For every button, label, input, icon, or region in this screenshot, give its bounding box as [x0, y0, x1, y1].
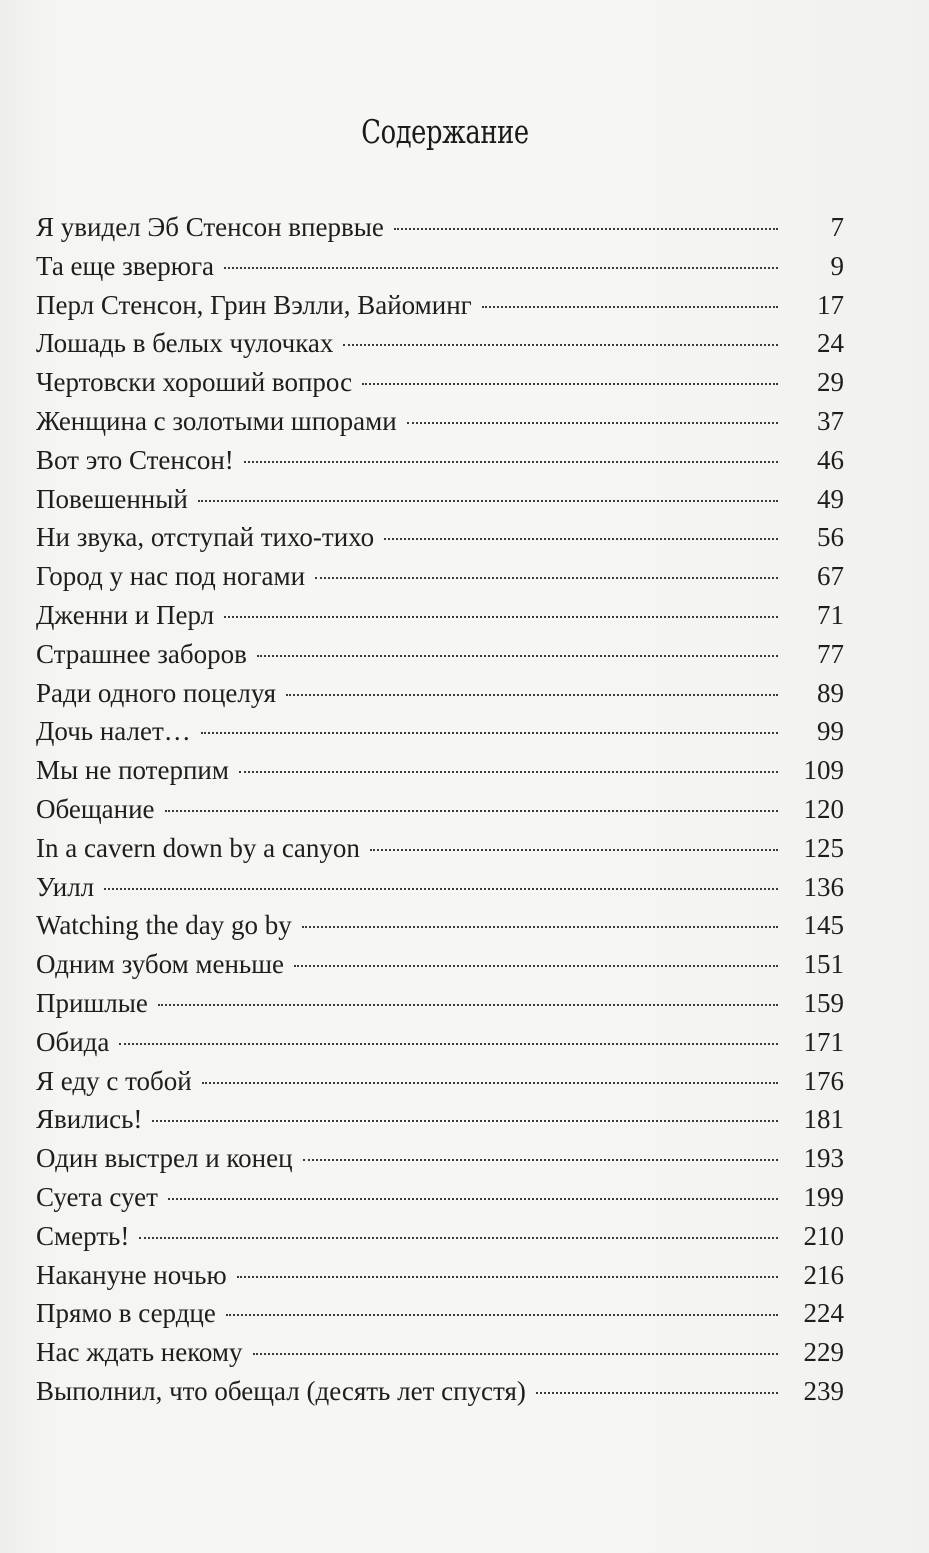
page-title: Содержание	[361, 112, 529, 151]
toc-entry	[36, 1217, 844, 1256]
dot-leader	[201, 732, 778, 734]
toc-entry	[36, 906, 844, 945]
dot-leader	[152, 1120, 778, 1122]
toc-entry-page-number: 159	[803, 987, 844, 1018]
dot-leader	[253, 1353, 778, 1355]
toc-entry-title: Один выстрел и конец	[36, 1143, 293, 1174]
toc-entry-page-number: 199	[803, 1181, 844, 1212]
toc-entry-page-number: 181	[803, 1104, 844, 1135]
toc-entry	[36, 1023, 844, 1062]
toc-entry-title: Я еду с тобой	[36, 1065, 192, 1096]
dot-leader	[343, 344, 778, 346]
dot-leader	[139, 1237, 778, 1239]
toc-entry-page-number: 29	[817, 367, 844, 398]
dot-leader	[104, 888, 778, 890]
dot-leader	[286, 694, 778, 696]
toc-entry-page-number: 239	[803, 1375, 844, 1406]
toc-entry-title: Дочь налет…	[36, 716, 191, 747]
toc-entry-title: Суета сует	[36, 1181, 158, 1212]
toc-entry-title: Вот это Стенсон!	[36, 444, 234, 475]
toc-entry	[36, 984, 844, 1023]
toc-entry-page-number: 46	[817, 444, 844, 475]
toc-entry-title: In a cavern down by a canyon	[36, 832, 360, 863]
toc-entry-page-number: 49	[817, 483, 844, 514]
toc-entry	[36, 518, 844, 557]
toc-entry-title: Страшнее заборов	[36, 638, 247, 669]
toc-entry-page-number: 7	[830, 212, 844, 242]
toc-entry	[36, 286, 844, 325]
toc-entry-page-number: 37	[817, 405, 844, 436]
dot-leader	[482, 306, 778, 308]
dot-leader	[257, 655, 778, 657]
toc-entry-page-number: 171	[803, 1026, 844, 1057]
toc-entry-page-number: 210	[803, 1220, 844, 1251]
toc-entry	[36, 596, 844, 635]
toc-entry-title: Выполнил, что обещал (десять лет спустя)	[36, 1375, 526, 1406]
toc-entry-page-number: 56	[817, 522, 844, 553]
toc-entry	[36, 712, 844, 751]
toc-entry-title: Чертовски хороший вопрос	[36, 367, 353, 398]
toc-entry	[36, 829, 844, 868]
dot-leader	[370, 849, 778, 851]
toc-entry-page-number: 229	[803, 1337, 844, 1368]
toc-entry-page-number: 120	[803, 793, 844, 824]
toc-entry	[36, 247, 844, 286]
toc-entry	[36, 1100, 844, 1139]
toc-entry	[36, 557, 844, 596]
toc-entry	[36, 324, 844, 363]
toc-entry-page-number: 67	[817, 561, 844, 592]
toc-entry-page-number: 193	[803, 1143, 844, 1174]
toc-entry	[36, 635, 844, 674]
dot-leader	[239, 771, 778, 773]
toc-entry-page-number: 151	[803, 949, 844, 980]
toc-entry-title: Лошадь в белых чулочках	[36, 328, 334, 359]
toc-entry-page-number: 89	[817, 677, 844, 708]
toc-entry-title: Мы не потерпим	[36, 755, 229, 786]
toc-entry	[36, 1139, 844, 1178]
dot-leader	[224, 267, 778, 269]
toc-entry-page-number: 77	[817, 638, 844, 669]
toc-entry-page-number: 71	[817, 599, 844, 630]
dot-leader	[536, 1392, 778, 1394]
toc-entry	[36, 1062, 844, 1101]
dot-leader	[407, 422, 778, 424]
toc-entry-title: Watching the day go by	[36, 910, 292, 941]
toc-entry	[36, 363, 844, 402]
dot-leader	[315, 577, 778, 579]
toc-entry	[36, 674, 844, 713]
toc-entry-title: Я увидел Эб Стенсон впервые	[36, 212, 384, 242]
toc-entry	[36, 751, 844, 790]
dot-leader	[119, 1043, 778, 1045]
toc-entry-title: Ни звука, отступай тихо-тихо	[36, 522, 375, 553]
toc-entry-title: Смерть!	[36, 1220, 130, 1251]
dot-leader	[384, 538, 778, 540]
dot-leader	[168, 1198, 778, 1200]
dot-leader	[226, 1314, 778, 1316]
toc-entry-title: Женщина с золотыми шпорами	[36, 405, 397, 436]
toc-entry	[36, 790, 844, 829]
dot-leader	[394, 228, 778, 230]
toc-entry	[36, 208, 844, 247]
toc-entry	[36, 945, 844, 984]
toc-entry-title: Нас ждать некому	[36, 1337, 243, 1368]
toc-entry-title: Город у нас под ногами	[36, 561, 306, 592]
toc-entry-page-number: 136	[803, 871, 844, 902]
toc-entry-title: Одним зубом меньше	[36, 949, 285, 980]
table-of-contents	[36, 208, 844, 1411]
toc-entry	[36, 1256, 844, 1295]
toc-entry-page-number: 9	[830, 250, 844, 281]
dot-leader	[303, 1159, 778, 1161]
dot-leader	[362, 383, 778, 385]
toc-entry-page-number: 216	[803, 1259, 844, 1290]
dot-leader	[202, 1082, 778, 1084]
toc-entry-title: Накануне ночью	[36, 1259, 227, 1290]
toc-entry	[36, 1372, 844, 1411]
toc-entry-page-number: 125	[803, 832, 844, 863]
toc-entry-page-number: 99	[817, 716, 844, 747]
toc-entry	[36, 402, 844, 441]
toc-entry-title: Ради одного поцелуя	[36, 677, 277, 708]
dot-leader	[237, 1276, 778, 1278]
toc-entry-page-number: 17	[817, 289, 844, 320]
dot-leader	[158, 1004, 778, 1006]
toc-entry	[36, 868, 844, 907]
toc-entry-page-number: 224	[803, 1298, 844, 1329]
toc-entry-page-number: 145	[803, 910, 844, 941]
toc-entry-title: Уилл	[36, 871, 95, 902]
dot-leader	[244, 461, 778, 463]
toc-entry	[36, 1333, 844, 1372]
toc-entry-title: Явились!	[36, 1104, 143, 1135]
toc-entry	[36, 1178, 844, 1217]
toc-entry-title: Пришлые	[36, 987, 148, 1018]
toc-entry-title: Обида	[36, 1026, 110, 1057]
toc-entry-title: Дженни и Перл	[36, 599, 215, 630]
dot-leader	[294, 965, 778, 967]
dot-leader	[302, 926, 778, 928]
toc-entry	[36, 1294, 844, 1333]
toc-entry-page-number: 109	[803, 755, 844, 786]
toc-entry-page-number: 176	[803, 1065, 844, 1096]
toc-entry-title: Повешенный	[36, 483, 188, 514]
toc-entry-title: Прямо в сердце	[36, 1298, 216, 1329]
dot-leader	[165, 810, 778, 812]
toc-entry-title: Обещание	[36, 793, 155, 824]
toc-entry-page-number: 24	[817, 328, 844, 359]
toc-entry	[36, 480, 844, 519]
dot-leader	[198, 500, 778, 502]
dot-leader	[224, 616, 778, 618]
toc-entry-title: Перл Стенсон, Грин Вэлли, Вайоминг	[36, 289, 472, 320]
toc-entry	[36, 441, 844, 480]
toc-entry-title: Та еще зверюга	[36, 250, 215, 281]
